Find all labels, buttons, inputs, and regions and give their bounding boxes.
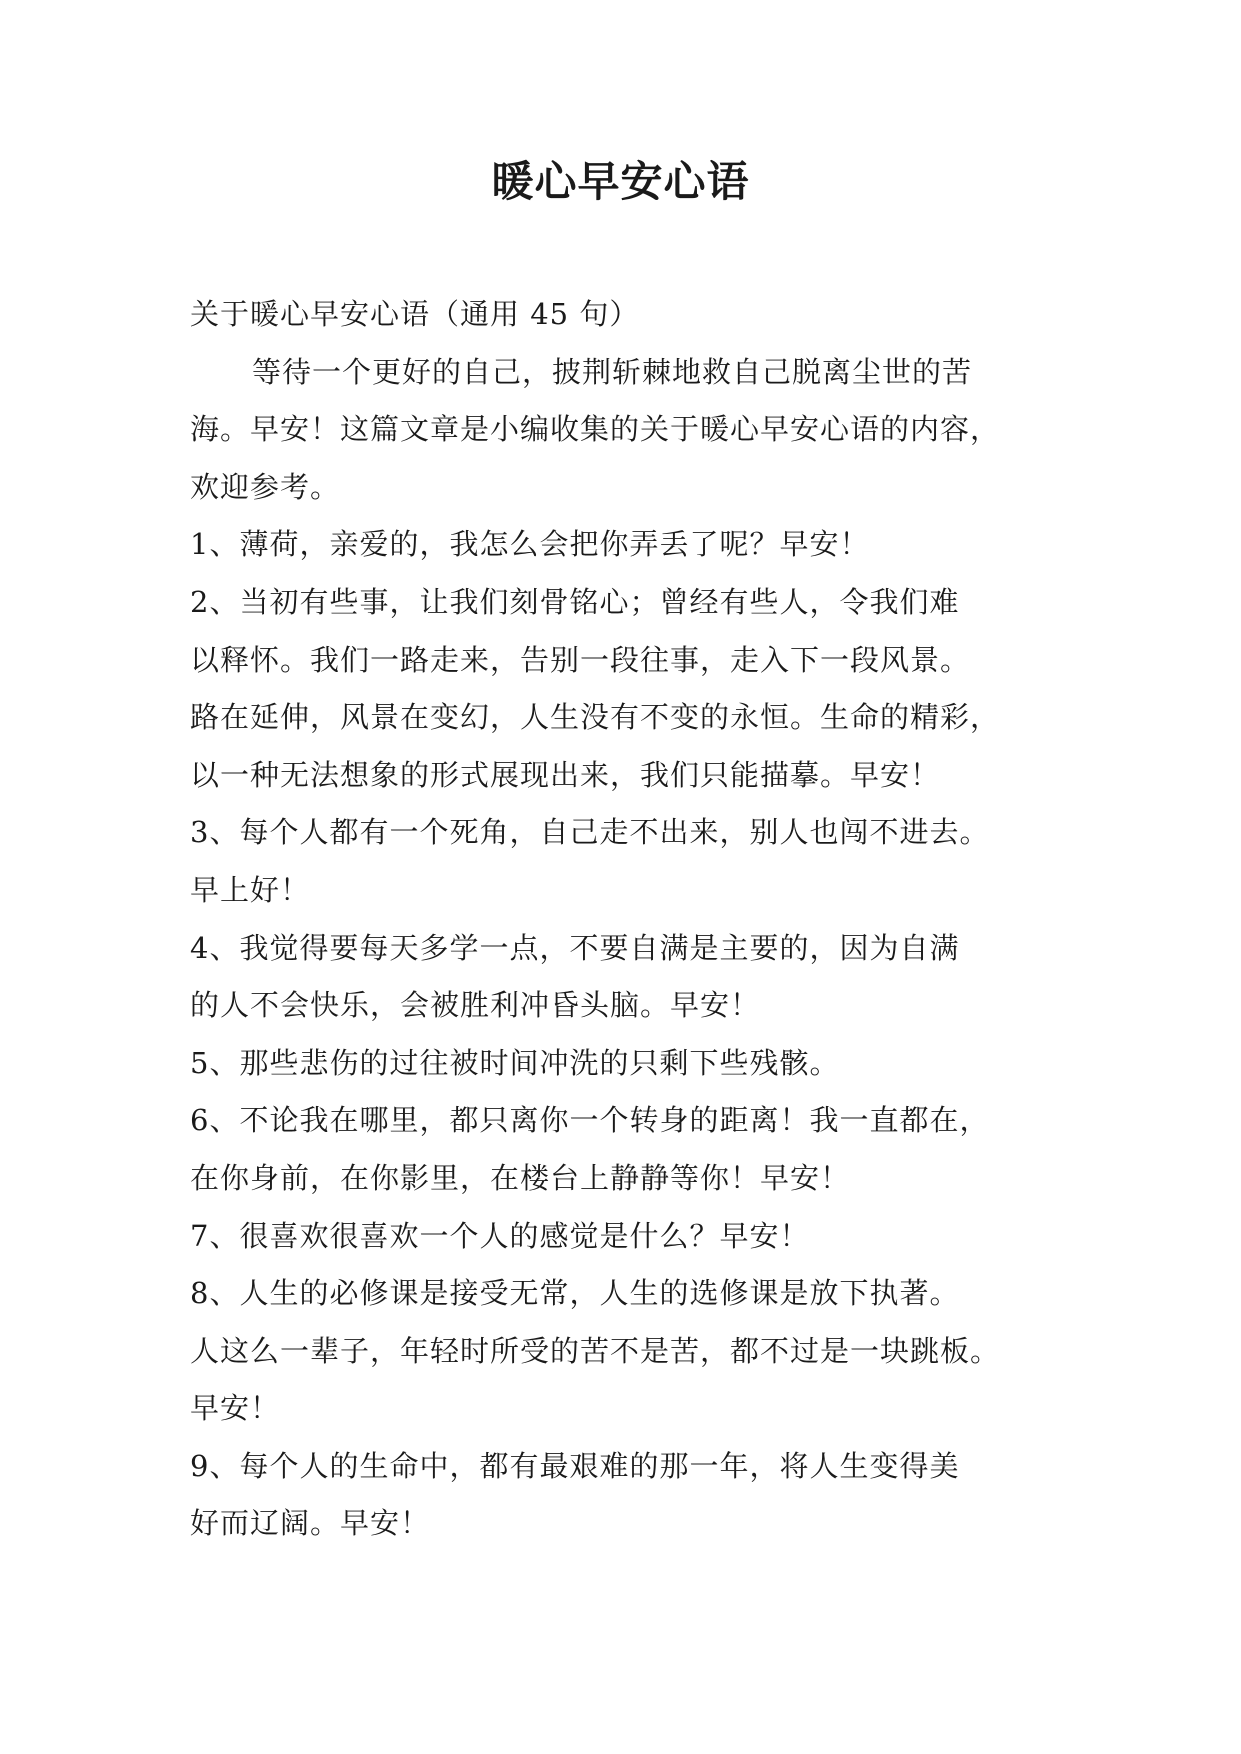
document-body bbox=[190, 286, 1050, 1553]
quote-line: 6、不论我在哪里，都只离你一个转身的距离！我一直都在， bbox=[190, 1103, 990, 1138]
quote-line: 人这么一辈子，年轻时所受的苦不是苦，都不过是一块跳板。 bbox=[190, 1333, 1001, 1368]
quote-line: 的人不会快乐，会被胜利冲昏头脑。早安！ bbox=[190, 988, 761, 1023]
quote-line: 8、人生的必修课是接受无常，人生的选修课是放下执著。 bbox=[190, 1276, 960, 1311]
document-title: 暖心早安心语 bbox=[491, 157, 750, 206]
quote-line: 9、每个人的生命中，都有最艰难的那一年，将人生变得美 bbox=[190, 1448, 960, 1483]
quote-line: 2、当初有些事，让我们刻骨铭心；曾经有些人，令我们难 bbox=[190, 584, 960, 619]
quote-line: 3、每个人都有一个死角，自己走不出来，别人也闯不进去。 bbox=[190, 815, 990, 850]
quote-line: 好而辽阔。早安！ bbox=[190, 1506, 431, 1541]
subtitle-line: 关于暖心早安心语（通用 45 句） bbox=[190, 297, 640, 331]
intro-line: 欢迎参考。 bbox=[190, 469, 341, 504]
intro-line: 等待一个更好的自己，披荆斩棘地救自己脱离尘世的苦 bbox=[252, 354, 973, 389]
quote-line: 7、很喜欢很喜欢一个人的感觉是什么？早安！ bbox=[190, 1218, 810, 1253]
quote-line: 早上好！ bbox=[190, 872, 311, 907]
quote-line: 以释怀。我们一路走来，告别一段往事，走入下一段风景。 bbox=[190, 642, 971, 677]
quote-line: 以一种无法想象的形式展现出来，我们只能描摹。早安！ bbox=[190, 757, 941, 792]
intro-line: 海。早安！这篇文章是小编收集的关于暖心早安心语的内容， bbox=[190, 412, 1001, 447]
quote-line: 4、我觉得要每天多学一点，不要自满是主要的，因为自满 bbox=[190, 930, 960, 965]
quote-line: 早安！ bbox=[190, 1391, 281, 1426]
quote-line: 1、薄荷，亲爱的，我怎么会把你弄丢了呢？早安！ bbox=[190, 527, 870, 562]
quote-line: 在你身前，在你影里，在楼台上静静等你！早安！ bbox=[190, 1160, 851, 1195]
quote-line: 5、那些悲伤的过往被时间冲洗的只剩下些残骸。 bbox=[190, 1045, 840, 1080]
quote-line: 路在延伸，风景在变幻，人生没有不变的永恒。生命的精彩， bbox=[190, 700, 1001, 735]
